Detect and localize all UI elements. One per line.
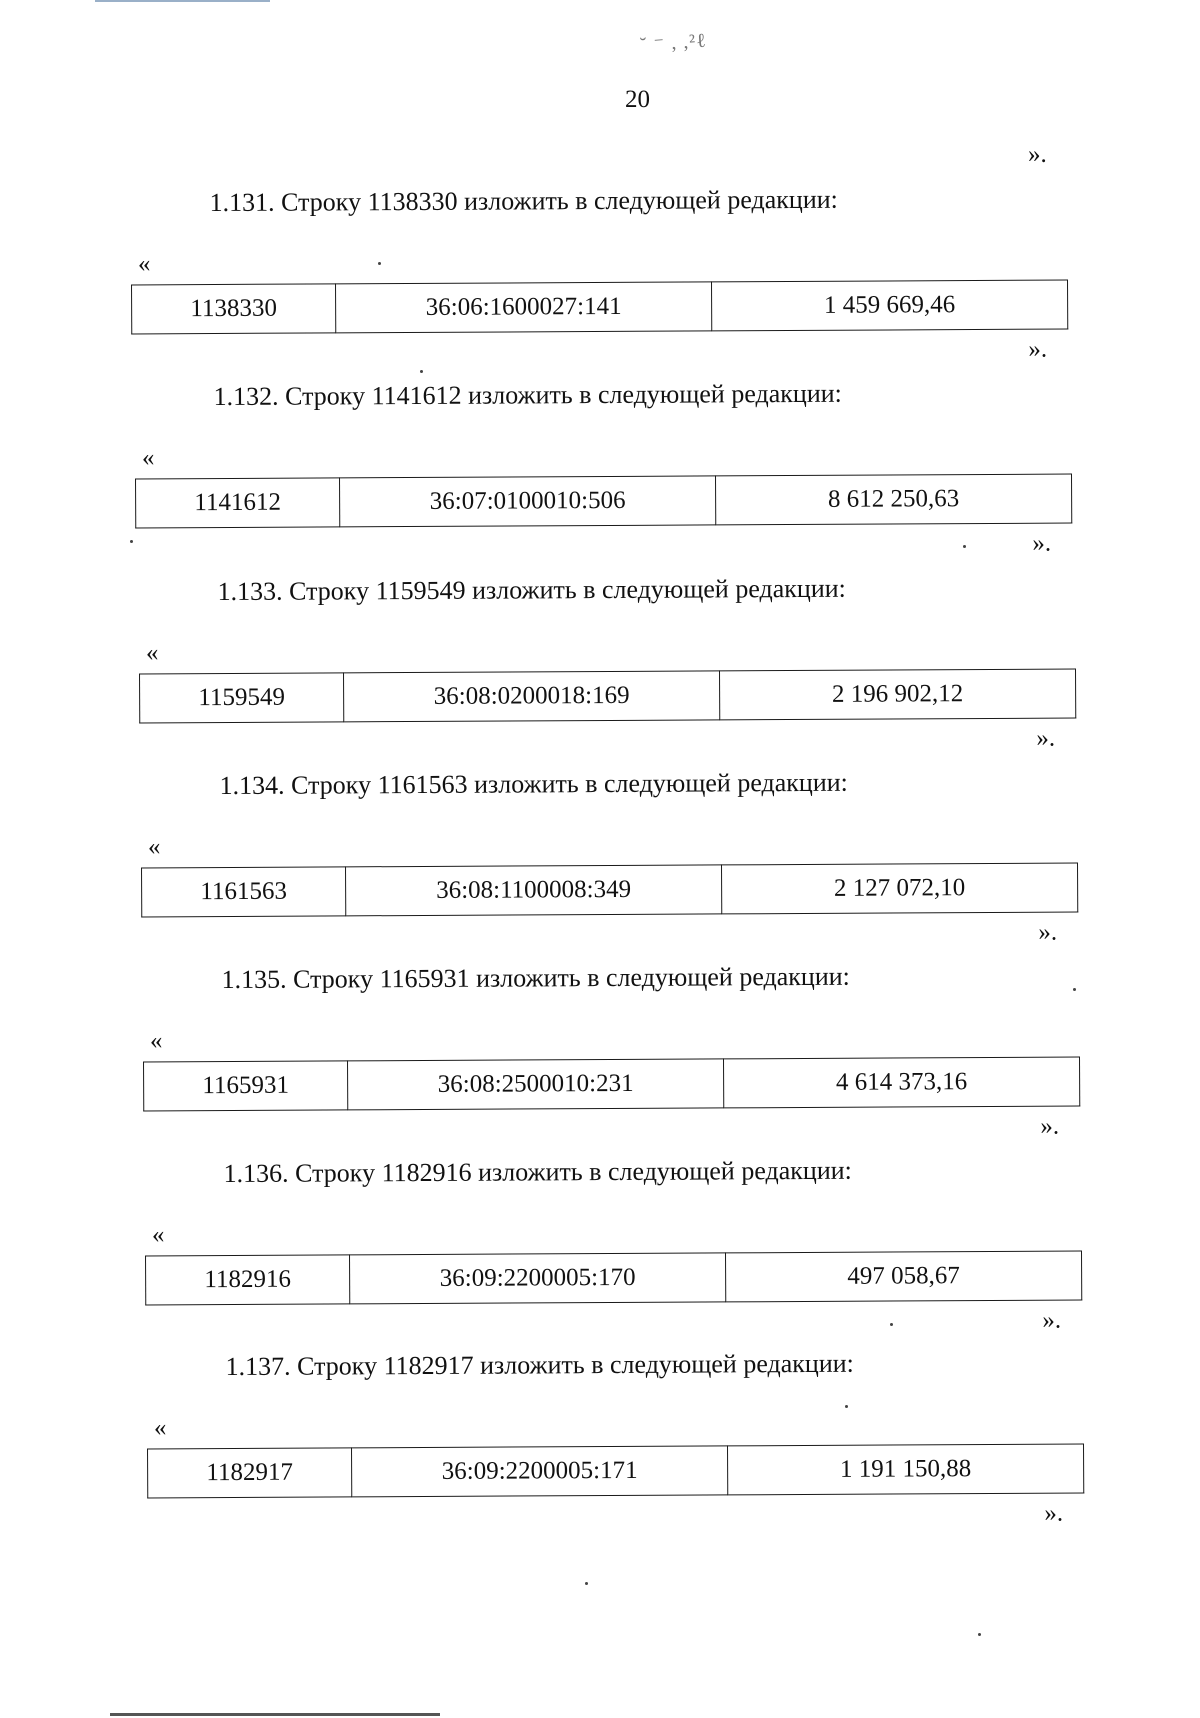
cadastral-number-cell: 36:09:2200005:170 xyxy=(350,1253,726,1304)
opening-quote: « xyxy=(145,639,159,667)
opening-quote: « xyxy=(147,833,161,861)
cadastral-value-cell: 1 459 669,46 xyxy=(712,280,1068,331)
amendment-heading: 1.137. Строку 1182917 изложить в следующей редакции: xyxy=(225,1348,854,1382)
table-row xyxy=(148,1444,1084,1498)
amendment-item-1-135 xyxy=(10,960,1200,1156)
scan-speck xyxy=(420,370,423,373)
closing-quote: ». xyxy=(1036,724,1056,752)
cadastral-value-cell: 8 612 250,63 xyxy=(716,474,1072,525)
scan-mark: ˘ ⁻ , ,²ℓ xyxy=(639,29,708,57)
closing-quote: ». xyxy=(1044,1499,1064,1527)
amendment-item-1-136 xyxy=(12,1154,1200,1350)
closing-quote: ». xyxy=(1028,335,1048,363)
closing-quote: ». xyxy=(1038,918,1058,946)
opening-quote: « xyxy=(149,1027,163,1055)
table-row xyxy=(142,863,1078,917)
opening-quote: « xyxy=(153,1414,167,1442)
amendment-heading: 1.135. Строку 1165931 изложить в следующей редакции: xyxy=(221,961,850,995)
cadastral-number-cell: 36:08:1100008:349 xyxy=(346,865,722,916)
closing-quote: ». xyxy=(1040,1112,1060,1140)
amendment-item-1-134 xyxy=(8,766,1200,962)
opening-quote: « xyxy=(137,250,151,278)
cadastral-number-cell: 36:09:2200005:171 xyxy=(352,1446,728,1497)
amendment-heading: 1.131. Строку 1138330 изложить в следующей редакции: xyxy=(209,184,838,218)
amendment-heading: 1.133. Строку 1159549 изложить в следующей редакции: xyxy=(217,573,846,607)
amendment-item-1-132 xyxy=(2,377,1200,573)
cadastral-value-cell: 2 127 072,10 xyxy=(722,863,1078,914)
scan-speck xyxy=(978,1633,981,1636)
amended-row-table xyxy=(135,474,1072,529)
amendment-item-1-137 xyxy=(14,1347,1200,1543)
cadastral-number-cell: 36:08:2500010:231 xyxy=(348,1059,724,1110)
row-number-cell: 1161563 xyxy=(142,867,346,917)
amendment-item-1-133 xyxy=(6,572,1200,768)
scan-speck xyxy=(378,262,381,265)
closing-quote: ». xyxy=(1042,1306,1062,1334)
top-edge-rule xyxy=(95,0,270,2)
cadastral-number-cell: 36:06:1600027:141 xyxy=(336,282,712,333)
scan-speck xyxy=(585,1582,588,1585)
scan-speck xyxy=(130,540,133,543)
cadastral-value-cell: 4 614 373,16 xyxy=(724,1057,1080,1108)
row-number-cell: 1138330 xyxy=(132,284,336,334)
table-row xyxy=(144,1057,1080,1111)
amendment-item-1-131 xyxy=(0,183,1198,379)
row-number-cell: 1159549 xyxy=(140,673,344,723)
closing-quote-previous-row: ». xyxy=(1028,141,1047,168)
amended-row-table xyxy=(131,280,1068,335)
amendment-heading: 1.134. Строку 1161563 изложить в следующей редакции: xyxy=(219,767,848,801)
opening-quote: « xyxy=(151,1221,165,1249)
cadastral-value-cell: 1 191 150,88 xyxy=(728,1444,1084,1495)
table-row xyxy=(146,1251,1082,1305)
amended-row-table xyxy=(141,863,1078,918)
table-row xyxy=(140,669,1076,723)
amended-row-table xyxy=(139,669,1076,724)
cadastral-value-cell: 497 058,67 xyxy=(726,1251,1082,1302)
scan-speck xyxy=(845,1405,848,1408)
opening-quote: « xyxy=(141,444,155,472)
row-number-cell: 1141612 xyxy=(136,478,340,528)
amendment-heading: 1.136. Строку 1182916 изложить в следующей редакции: xyxy=(223,1155,852,1189)
scan-speck xyxy=(890,1323,893,1326)
scan-speck xyxy=(1073,988,1076,991)
row-number-cell: 1182917 xyxy=(148,1448,352,1498)
amended-row-table xyxy=(147,1444,1084,1499)
bottom-edge-rule xyxy=(110,1713,440,1716)
row-number-cell: 1182916 xyxy=(146,1255,350,1305)
page-number: 20 xyxy=(625,86,650,113)
table-row xyxy=(132,280,1068,334)
scan-speck xyxy=(963,545,966,548)
cadastral-value-cell: 2 196 902,12 xyxy=(720,669,1076,720)
amended-row-table xyxy=(143,1057,1080,1112)
cadastral-number-cell: 36:07:0100010:506 xyxy=(340,476,716,527)
row-number-cell: 1165931 xyxy=(144,1061,348,1111)
amended-row-table xyxy=(145,1251,1082,1306)
closing-quote: ». xyxy=(1032,529,1052,557)
cadastral-number-cell: 36:08:0200018:169 xyxy=(344,671,720,722)
amendment-heading: 1.132. Строку 1141612 изложить в следующей редакции: xyxy=(213,378,842,412)
table-row xyxy=(136,474,1072,528)
